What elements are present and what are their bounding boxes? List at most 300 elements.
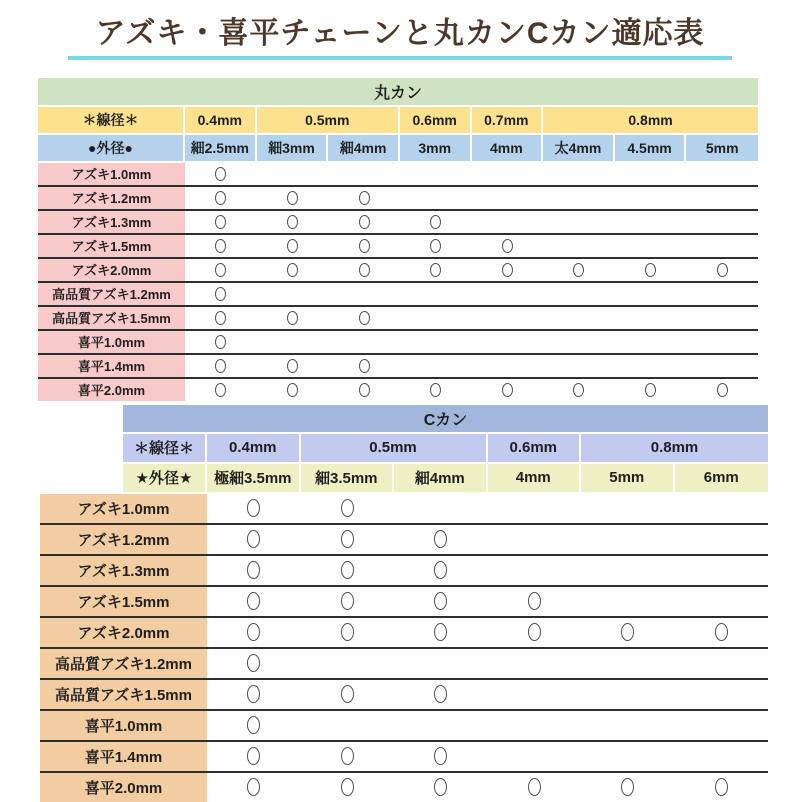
circle-mark-icon — [573, 263, 584, 277]
compat-cell — [185, 307, 257, 329]
compat-cell — [328, 331, 400, 353]
compat-cell — [185, 355, 257, 377]
table-row — [38, 305, 758, 329]
row-label: 高品質アズキ1.5mm — [40, 680, 207, 709]
compat-cell — [543, 331, 615, 353]
wire-size-cell: 0.6mm — [400, 107, 472, 133]
compat-cell — [207, 773, 301, 802]
compat-cell — [207, 525, 301, 554]
row-label: アズキ1.2mm — [38, 187, 185, 209]
circle-mark-icon — [287, 263, 298, 277]
compat-cell — [400, 187, 472, 209]
page-title: アズキ・喜平チェーンと丸カンCカン適応表 — [95, 17, 705, 50]
compat-cell — [615, 283, 687, 305]
outer-size-cell: 太4mm — [543, 135, 615, 161]
row-label-cell — [38, 259, 185, 281]
circle-mark-icon — [430, 263, 441, 277]
circle-mark-icon — [215, 263, 226, 277]
circle-mark-icon — [528, 623, 541, 641]
compat-cell — [686, 283, 758, 305]
circle-mark-icon — [430, 383, 441, 397]
compat-cell — [185, 331, 257, 353]
compat-cell — [301, 711, 395, 740]
circle-mark-icon — [287, 239, 298, 253]
row-label: アズキ1.3mm — [40, 556, 207, 585]
compat-cell — [675, 525, 769, 554]
circle-mark-icon — [430, 239, 441, 253]
compat-cell — [581, 711, 675, 740]
table-row — [40, 740, 768, 771]
circle-mark-icon — [247, 592, 260, 610]
compat-cell — [400, 163, 472, 185]
outer-size-cell: 5mm — [581, 464, 675, 492]
circle-mark-icon — [717, 383, 728, 397]
compat-cell — [394, 587, 488, 616]
compat-cell — [257, 211, 329, 233]
compat-cell — [185, 163, 257, 185]
circle-mark-icon — [359, 311, 370, 325]
compat-cell — [394, 556, 488, 585]
row-label: アズキ1.3mm — [38, 211, 185, 233]
table-row — [40, 771, 768, 802]
compat-cell — [675, 556, 769, 585]
circle-mark-icon — [215, 287, 226, 301]
compat-cell — [488, 773, 582, 802]
outer-diameter-row — [40, 464, 768, 492]
compat-cell — [301, 649, 395, 678]
compat-cell — [301, 680, 395, 709]
compat-cell — [207, 680, 301, 709]
compat-cell — [675, 618, 769, 647]
table-row — [40, 585, 768, 616]
compat-cell — [686, 235, 758, 257]
compat-cell — [328, 379, 400, 401]
circle-mark-icon — [287, 359, 298, 373]
circle-mark-icon — [528, 778, 541, 796]
compat-cell — [301, 556, 395, 585]
compat-cell — [543, 307, 615, 329]
circle-mark-icon — [215, 215, 226, 229]
compat-cell — [615, 307, 687, 329]
circle-mark-icon — [215, 311, 226, 325]
compat-cell — [615, 163, 687, 185]
row-label-cell — [40, 618, 207, 647]
compat-cell — [581, 587, 675, 616]
compat-cell — [301, 742, 395, 771]
compat-cell — [301, 618, 395, 647]
circle-mark-icon — [359, 263, 370, 277]
compat-cell — [400, 307, 472, 329]
compat-cell — [207, 587, 301, 616]
compat-cell — [207, 618, 301, 647]
circle-mark-icon — [715, 623, 728, 641]
table-row — [38, 353, 758, 377]
row-label: 高品質アズキ1.2mm — [38, 283, 185, 305]
circle-mark-icon — [247, 654, 260, 672]
circle-mark-icon — [247, 499, 260, 517]
table-row — [38, 185, 758, 209]
compat-cell — [686, 187, 758, 209]
circle-mark-icon — [434, 592, 447, 610]
row-label-cell — [40, 494, 207, 523]
compat-cell — [400, 259, 472, 281]
ckan-table-title: Cカン — [123, 405, 768, 432]
circle-mark-icon — [434, 778, 447, 796]
wire-size-cell: 0.6mm — [488, 434, 582, 462]
compat-cell — [328, 187, 400, 209]
compat-cell — [257, 283, 329, 305]
row-label: 喜平2.0mm — [38, 379, 185, 401]
compat-cell — [257, 187, 329, 209]
outer-size-cell: 細3mm — [257, 135, 329, 161]
compat-cell — [394, 525, 488, 554]
compat-cell — [488, 587, 582, 616]
circle-mark-icon — [430, 215, 441, 229]
compat-cell — [675, 587, 769, 616]
compat-cell — [472, 355, 544, 377]
compat-cell — [207, 556, 301, 585]
compat-cell — [581, 556, 675, 585]
outer-size-cell: 細4mm — [328, 135, 400, 161]
compat-cell — [472, 283, 544, 305]
outer-size-cell: 4mm — [472, 135, 544, 161]
table-row — [40, 678, 768, 709]
compat-cell — [615, 331, 687, 353]
outer-size-cell: 4.5mm — [615, 135, 687, 161]
row-label: アズキ1.5mm — [40, 587, 207, 616]
compat-cell — [615, 187, 687, 209]
compat-cell — [328, 259, 400, 281]
compat-cell — [686, 307, 758, 329]
row-label-cell — [40, 742, 207, 771]
row-label: 喜平1.0mm — [40, 711, 207, 740]
row-label-cell — [40, 587, 207, 616]
compat-cell — [581, 525, 675, 554]
circle-mark-icon — [215, 191, 226, 205]
compat-cell — [488, 525, 582, 554]
compat-cell — [543, 163, 615, 185]
compat-cell — [185, 211, 257, 233]
circle-mark-icon — [287, 311, 298, 325]
compat-cell — [686, 331, 758, 353]
compat-cell — [257, 235, 329, 257]
compat-cell — [488, 556, 582, 585]
table-row — [40, 554, 768, 585]
compat-cell — [394, 773, 488, 802]
compat-cell — [394, 494, 488, 523]
compat-cell — [543, 211, 615, 233]
compat-cell — [400, 355, 472, 377]
marukan-table-title: 丸カン — [38, 78, 758, 105]
table-row — [38, 163, 758, 185]
compat-cell — [581, 494, 675, 523]
compat-cell — [615, 355, 687, 377]
compat-cell — [543, 379, 615, 401]
table-row — [40, 647, 768, 678]
circle-mark-icon — [287, 191, 298, 205]
circle-mark-icon — [717, 263, 728, 277]
compat-cell — [185, 187, 257, 209]
row-label-cell — [38, 331, 185, 353]
row-label: 喜平1.4mm — [40, 742, 207, 771]
compat-cell — [328, 235, 400, 257]
circle-mark-icon — [502, 239, 513, 253]
compat-cell — [686, 259, 758, 281]
table-row — [40, 709, 768, 740]
compat-cell — [301, 525, 395, 554]
compat-cell — [328, 283, 400, 305]
row-label-cell — [38, 163, 185, 185]
circle-mark-icon — [247, 561, 260, 579]
circle-mark-icon — [359, 359, 370, 373]
outer-size-cell: 3mm — [400, 135, 472, 161]
outer-diameter-label — [38, 135, 185, 161]
row-label-cell — [40, 773, 207, 802]
row-label: アズキ2.0mm — [40, 618, 207, 647]
wire-size-cell: 0.4mm — [207, 434, 301, 462]
circle-mark-icon — [247, 530, 260, 548]
table-row — [38, 377, 758, 401]
circle-mark-icon — [528, 592, 541, 610]
compat-cell — [185, 259, 257, 281]
row-label: 喜平1.4mm — [38, 355, 185, 377]
compat-cell — [543, 187, 615, 209]
compat-cell — [615, 235, 687, 257]
compat-cell — [675, 680, 769, 709]
compat-cell — [488, 494, 582, 523]
compat-cell — [615, 379, 687, 401]
row-label-cell — [40, 556, 207, 585]
row-label-cell — [38, 187, 185, 209]
table-row — [40, 616, 768, 647]
compat-cell — [543, 235, 615, 257]
compat-cell — [615, 259, 687, 281]
compat-cell — [328, 355, 400, 377]
outer-size-cell: 細3.5mm — [301, 464, 395, 492]
circle-mark-icon — [502, 263, 513, 277]
compat-cell — [488, 680, 582, 709]
wire-size-cell: 0.8mm — [543, 107, 758, 133]
circle-mark-icon — [645, 383, 656, 397]
circle-mark-icon — [215, 383, 226, 397]
wire-diameter-label — [40, 434, 207, 462]
circle-mark-icon — [287, 215, 298, 229]
compat-cell — [257, 355, 329, 377]
row-label: アズキ1.0mm — [38, 163, 185, 185]
circle-mark-icon — [341, 747, 354, 765]
compat-cell — [581, 618, 675, 647]
compat-cell — [328, 163, 400, 185]
wire-diameter-row — [40, 434, 768, 462]
marukan-table — [38, 78, 758, 401]
circle-mark-icon — [434, 561, 447, 579]
compat-cell — [185, 235, 257, 257]
circle-mark-icon — [341, 499, 354, 517]
row-label: アズキ2.0mm — [38, 259, 185, 281]
table-row — [38, 329, 758, 353]
compat-cell — [686, 379, 758, 401]
compat-cell — [472, 163, 544, 185]
outer-size-cell: 5mm — [686, 135, 758, 161]
wire-diameter-label — [38, 107, 185, 133]
compat-cell — [472, 379, 544, 401]
row-label-cell — [38, 235, 185, 257]
row-label-cell — [40, 680, 207, 709]
compat-cell — [400, 283, 472, 305]
row-label: 高品質アズキ1.5mm — [38, 307, 185, 329]
circle-mark-icon — [215, 335, 226, 349]
wire-size-cell: 0.5mm — [257, 107, 400, 133]
compat-cell — [394, 618, 488, 647]
compat-cell — [472, 211, 544, 233]
circle-mark-icon — [573, 383, 584, 397]
compat-cell — [488, 618, 582, 647]
compat-cell — [472, 259, 544, 281]
row-label-cell — [40, 525, 207, 554]
circle-mark-icon — [341, 623, 354, 641]
outer-diameter-label-text: ●外径● — [38, 135, 185, 161]
compat-cell — [675, 773, 769, 802]
table-row — [40, 523, 768, 554]
table-row — [40, 494, 768, 523]
circle-mark-icon — [247, 623, 260, 641]
circle-mark-icon — [502, 383, 513, 397]
row-label-cell — [40, 649, 207, 678]
outer-size-cell: 極細3.5mm — [207, 464, 301, 492]
circle-mark-icon — [341, 592, 354, 610]
circle-mark-icon — [215, 167, 226, 181]
compat-cell — [207, 494, 301, 523]
circle-mark-icon — [359, 191, 370, 205]
outer-diameter-row — [38, 135, 758, 161]
compat-cell — [543, 259, 615, 281]
compat-cell — [207, 711, 301, 740]
row-label-cell — [38, 211, 185, 233]
outer-size-cell: 6mm — [675, 464, 769, 492]
table-row — [38, 257, 758, 281]
outer-size-cell: 4mm — [488, 464, 582, 492]
compat-cell — [185, 379, 257, 401]
row-label-cell — [38, 355, 185, 377]
circle-mark-icon — [359, 215, 370, 229]
compat-cell — [686, 163, 758, 185]
compat-cell — [675, 711, 769, 740]
compat-cell — [581, 680, 675, 709]
compat-cell — [185, 283, 257, 305]
outer-size-cell: 細2.5mm — [185, 135, 257, 161]
compat-cell — [257, 307, 329, 329]
compat-cell — [394, 649, 488, 678]
circle-mark-icon — [247, 685, 260, 703]
compat-cell — [400, 331, 472, 353]
compat-cell — [472, 235, 544, 257]
compat-cell — [543, 355, 615, 377]
compat-cell — [400, 211, 472, 233]
circle-mark-icon — [359, 383, 370, 397]
circle-mark-icon — [341, 685, 354, 703]
row-label: 喜平1.0mm — [38, 331, 185, 353]
circle-mark-icon — [247, 778, 260, 796]
compat-cell — [400, 379, 472, 401]
compat-cell — [301, 587, 395, 616]
compat-cell — [581, 773, 675, 802]
wire-size-cell: 0.5mm — [301, 434, 488, 462]
compat-cell — [257, 379, 329, 401]
wire-diameter-label-text: ＊線径＊ — [123, 434, 207, 462]
circle-mark-icon — [247, 747, 260, 765]
circle-mark-icon — [359, 239, 370, 253]
compat-cell — [488, 711, 582, 740]
circle-mark-icon — [341, 530, 354, 548]
compat-cell — [488, 649, 582, 678]
circle-mark-icon — [247, 716, 260, 734]
compat-cell — [615, 211, 687, 233]
compat-cell — [472, 307, 544, 329]
compat-cell — [207, 742, 301, 771]
compat-cell — [543, 283, 615, 305]
outer-diameter-label-text: ★外径★ — [123, 464, 207, 492]
row-label-cell — [38, 283, 185, 305]
outer-size-cell: 細4mm — [394, 464, 488, 492]
row-label-cell — [38, 307, 185, 329]
compat-cell — [394, 711, 488, 740]
compat-cell — [328, 307, 400, 329]
table-row — [38, 209, 758, 233]
title-underline — [68, 56, 732, 60]
wire-diameter-label-text: ＊線径＊ — [38, 107, 185, 133]
circle-mark-icon — [434, 623, 447, 641]
row-label: アズキ1.5mm — [38, 235, 185, 257]
outer-diameter-label — [40, 464, 207, 492]
compat-cell — [394, 680, 488, 709]
ckan-table — [40, 405, 768, 802]
circle-mark-icon — [287, 383, 298, 397]
compat-cell — [686, 355, 758, 377]
row-label: アズキ1.0mm — [40, 494, 207, 523]
circle-mark-icon — [715, 778, 728, 796]
wire-diameter-row — [38, 107, 758, 133]
title-block — [0, 0, 800, 60]
row-label-cell — [38, 379, 185, 401]
compat-cell — [686, 211, 758, 233]
compat-cell — [488, 742, 582, 771]
compat-cell — [207, 649, 301, 678]
circle-mark-icon — [434, 530, 447, 548]
circle-mark-icon — [215, 239, 226, 253]
compat-cell — [257, 331, 329, 353]
compat-cell — [257, 259, 329, 281]
wire-size-cell: 0.7mm — [472, 107, 544, 133]
compat-cell — [328, 211, 400, 233]
compat-cell — [400, 235, 472, 257]
compat-cell — [472, 331, 544, 353]
compat-cell — [675, 742, 769, 771]
row-label: アズキ1.2mm — [40, 525, 207, 554]
circle-mark-icon — [621, 623, 634, 641]
circle-mark-icon — [645, 263, 656, 277]
row-label: 喜平2.0mm — [40, 773, 207, 802]
compat-cell — [472, 187, 544, 209]
wire-size-cell: 0.8mm — [581, 434, 768, 462]
wire-size-cell: 0.4mm — [185, 107, 257, 133]
circle-mark-icon — [434, 747, 447, 765]
compat-cell — [301, 494, 395, 523]
table-row — [38, 281, 758, 305]
compat-cell — [394, 742, 488, 771]
compat-cell — [581, 742, 675, 771]
compat-cell — [581, 649, 675, 678]
circle-mark-icon — [215, 359, 226, 373]
